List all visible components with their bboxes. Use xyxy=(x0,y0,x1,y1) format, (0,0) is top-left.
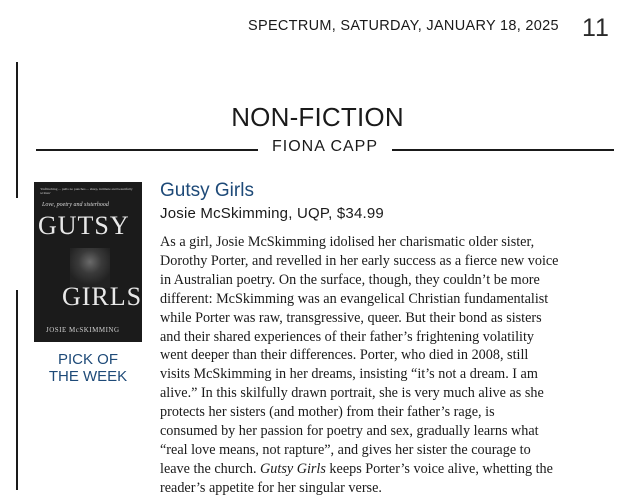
review-line: and their shared experiences of their father’s frightening volatility xyxy=(160,328,534,345)
cover-subtitle: Love, poetry and sisterhood xyxy=(42,202,109,208)
book-meta: Josie McSkimming, UQP, $34.99 xyxy=(160,205,384,222)
columnist-row xyxy=(36,138,614,160)
review-line: “real love means, not rapture”, and gives her sister the courage to xyxy=(160,441,531,458)
rule-right xyxy=(392,149,614,151)
review-line: in Australian poetry. On the surface, though, they couldn’t be more xyxy=(160,271,540,288)
left-divider-lower xyxy=(16,290,18,490)
review-line: As a girl, Josie McSkimming idolised her charismatic older sister, xyxy=(160,234,535,250)
cover-title-top: GUTSY xyxy=(38,211,130,240)
review-line: visits McSkimming in her dreams, insisting “it’s not a dream. I am xyxy=(160,366,538,383)
columnist-name: FIONA CAPP xyxy=(271,138,379,155)
page-number: 11 xyxy=(582,14,610,42)
book-cover-image xyxy=(34,182,142,342)
pick-line-2: THE WEEK xyxy=(48,368,128,385)
review-line: Dorothy Porter, and revelled in her early success as a fierce new voice xyxy=(160,252,559,269)
review-text: keeps Porter’s voice alive, whetting the xyxy=(325,460,553,477)
review-line: protects her sisters (and mother) from their father’s rage, is xyxy=(160,404,495,421)
book-title: Gutsy Girls xyxy=(160,180,254,201)
review-line xyxy=(160,460,620,479)
cover-blurb: 'Unflinching ... pulls no punches ... sharp, intimate and beautifully written' xyxy=(40,187,133,195)
review-line: consumed by her passion for poetry and sex, gradually learns what xyxy=(160,423,539,440)
review-text: leave the church. xyxy=(160,460,257,477)
cover-title-bottom: GIRLS xyxy=(62,282,142,311)
review-line: different: McSkimming was an evangelical Christian fundamentalist xyxy=(160,290,549,307)
pick-line-1: PICK OF xyxy=(57,351,118,368)
review-italic-title: Gutsy Girls xyxy=(260,460,326,477)
review-line: went deeper than their differences. Porter, who died in 2008, still xyxy=(160,347,529,364)
section-title: NON-FICTION xyxy=(231,102,404,132)
review-line: while Porter was raw, transgressive, queer. But their bond as sisters xyxy=(160,309,542,326)
review-body xyxy=(160,233,620,498)
pick-of-the-week-label xyxy=(34,351,142,385)
cover-author: JOSIE McSKIMMING xyxy=(46,326,120,334)
masthead-date: SPECTRUM, SATURDAY, JANUARY 18, 2025 xyxy=(248,18,559,34)
review-line: reader’s appetite for her singular verse. xyxy=(160,479,382,496)
review-line: alive.” In this skilfully drawn portrait, she is very much alive as she xyxy=(160,385,544,402)
